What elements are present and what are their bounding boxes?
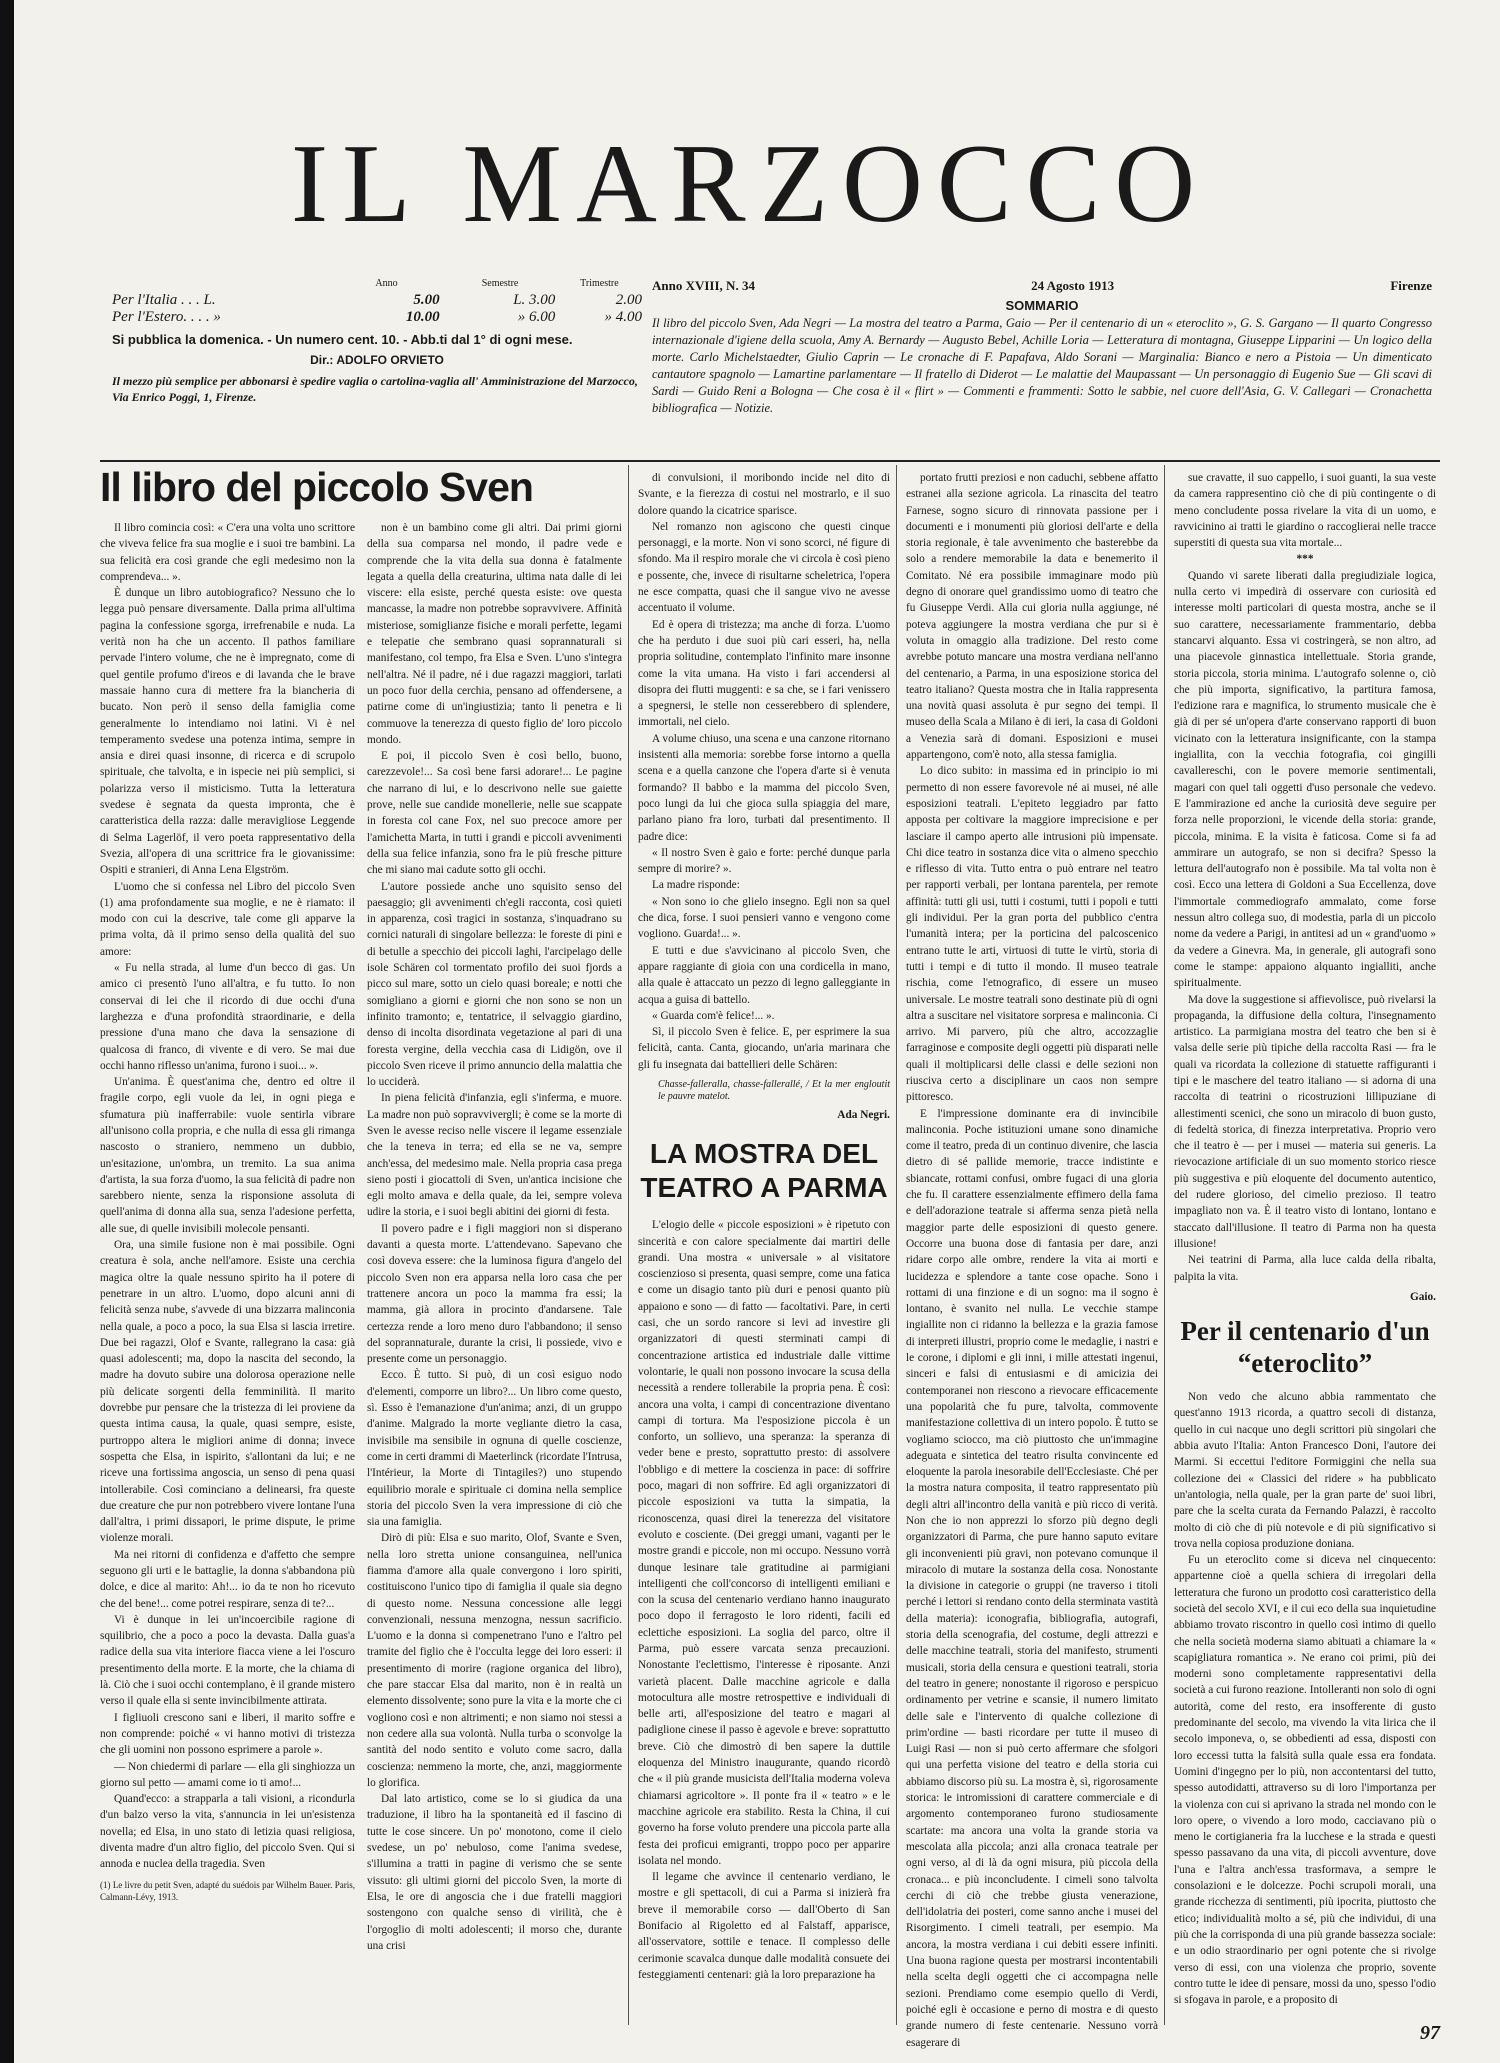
article1-title: Il libro del piccolo Sven (100, 464, 533, 510)
paragraph: Un'anima. È quest'anima che, dentro ed oltre il fragile corpo, egli vuole da lei, in ogni piega e sfumatura più inafferrabile: vuole sentirla vibrare all'unisono colla propria, e che nulla di essa gli rimanga nascosto o straniero, nemmeno un dubbio, un'esitazione, un'ombra, un tremito. La sua anima d'artista, la sua forza d'uomo, la sua felicità di padre non sarebbero niente, senza la risponsione assoluta di quell'anima di donna alla sua, senza l'adesione perfetta, alle sue, di quelle invisibili molecole pensanti. (100, 1076, 355, 1235)
paragraph: Sì, il piccolo Sven è felice. E, per esprimere la sua felicità, canta. Canta, giocando, un'aria marinara che gli fu insegnata dai battellieri delle Schären: (638, 1026, 890, 1071)
publication-note: Si pubblica la domenica. - Un numero cent. 10. - Abb.ti dal 1° di ogni mese. (112, 332, 573, 347)
header-left (112, 278, 642, 405)
price-label: Per l'Estero. . . . » (112, 309, 221, 325)
column-rule (896, 465, 897, 2025)
paragraph: Vi è dunque in lei un'incoercibile ragione di squilibrio, che a poco a poco la devasta. Dalla guas'a radice della sua vita interiore fiacca viene a lei l'oscuro presentimento della morte. E la morte, che la chiama di là. Ciò che i suoi occhi contemplano, è il grande mistero verso il quale ella si sente invincibilmente attirata. (100, 1613, 355, 1708)
paragraph: « Guarda com'è felice!... ». (652, 1009, 775, 1022)
paragraph: Il libro comincia così: « C'era una volta uno scrittore che viveva felice fra sua moglie e i suoi tre bambini. La sua felicità era così grande che egli medesimo non la comprendeva... ». (100, 522, 355, 583)
price-header-sem: Semestre (481, 278, 519, 289)
paragraph: A volume chiuso, una scena e una canzone ritornano insistenti alla memoria: sorebbe forse intorno a quella scena e a quella canzone che l'opera d'arte si è venuta formando? Il babbo e la mamma del piccolo Sven, poco lungi da lui che gioca sulla spiaggia del mare, parlano piano fra loro, turbati dal presentimento. Il padre dice: (638, 732, 890, 843)
paragraph: E poi, il piccolo Sven è così bello, buono, carezzevole!... Sa così bene farsi adorare!... Le pagine che narrano di lui, e lo descrivono nelle sue gaiette prove, nelle sue candide monellerie, nelle sue scappate in foresta col cane Fox, nel suo precoce amore per l'amichetta Marta, in tutti i grandi e piccoli avvenimenti della sua felice infanzia, sono fra le più fresche pitture che mi siano mai cadute sotto gli occhi. (367, 750, 622, 877)
paragraph: E l'impressione dominante era di invincibile malinconia. Poche istituzioni umane sono dinamiche come il teatro, preda di un continuo divenire, che lascia dietro di sé pallide memorie, tracce indistinte e sbiancate, rottami confusi, ombre fugaci di una gloria che fu. Il carattere essenzialmente effimero della fama e dell'adorazione teatrale si afferma senza pietà nella maggior parte delle esposizioni di questo genere. Occorre una buona dose di fantasia per dare, anzi ridare corpo alle ombre, rendere la vita ai morti e lucidezza e splendore a tante cose opache. Sono i rottami di una finzione e di un sogno: ma il sogno è lontano, è svanito nel nulla. Le vecchie stampe ingiallite non ci ridanno la bellezza e la grazia famose di interpreti illustri, proprio come le medaglie, i nastri e le corone, i diplomi e gli inni, i mille attestati ingenui, sinceri e falsi di entusiasmi e di amicizia dei contemporanei non riescono a rievocare efficacemente una popolarità che fu pure, talvolta, commovente manifestazione collettiva di un intero popolo. È tutto se vogliamo sciocco, ma ciò piuttosto che un'immagine adeguata e sintetica del teatro risulta convincente ed eloquente la parola inesorabile dell'Ecclesiaste. Ché per la mostra natura composita, il teatro rappresentato più degli altri all'incontro della vanità e più ricco di verità. Non che io non apprezzi lo sforzo più degno degli organizzatori di Parma, che pure hanno saputo evitare gli inconvenienti più gravi, non potevano comunque il miracolo di mutare la sostanza della cosa. Nonostante la divisione in categorie o gruppi (ne traverso i titoli perché i lettori si rendano conto della sterminata vastità della materia): iconografia, bibliografia, autografi, storia della scenografia, del costume, degli attrezzi e delle macchine teatrali, storia del manifesto, strumenti musicali, storia della censura e questioni teatrali, storia del teatro in genere; nonostante il rigoroso e perspicuo ordinamento per vetrine e scansie, il numero limitato delle sale e l'intervento di qualche collezione di prim'ordine — basti ricordare per tutte il museo di Luigi Rasi — non si può certo affermare che sfolgori qui una perfetta visione del teatro e della storia cui abbiamo discorso più su. La mostra è, sì, rigorosamente storica: le intromissioni di carattere commerciale e di argomento contemporaneo furono studiosamente scartate: ma ancora una volta la grande storia va mescolata alla piccola; anzi alla cronaca teatrale per ogni verso, al di là da ogni misura, più piccola della cronaca... e più inconcludente. I cimeli sono talvolta cerchi di ciò che trebbe giusta venerazione, dell'idolatria dei posteri, come sanno anche i musei del Risorgimento. I cimeli teatrali, per esempio. Ma ancora, la mostra verdiana i cui debiti essere infiniti. Una buona ragione questa per mostrarsi incontentabili nella scelta degli oggetti che ci accompagna nelle sezioni. Prendiamo come esempio quello di Verdi, poiché egli è occasione e perno di mostra e di questo grande numero di feste centenarie. Nessuno vorrà esagerare di (906, 1107, 1158, 2049)
paragraph: Quand'ecco: a strapparla a tali visioni, a ricondurla d'un balzo verso la vita, s'annuncia in lei un'esistenza novella; ed Elsa, in uno stato di letizia quasi religiosa, diventa madre d'un altro figlio, del piccolo Sven. Qui si annoda e nuclea della tragedia. Sven (100, 1793, 355, 1871)
paragraph: Dal lato artistico, come se lo si giudica da una traduzione, il libro ha la spontaneità ed il fascino di tutte le cose sincere. Un po' monotono, come il cielo svedese, un po' nebuloso, come l'anima svedese, s'illumina a tratti in pagine di verismo che se sente vissuto: gli ultimi giorni del piccolo Sven, la morte di Elsa, le ore di angoscia che i due fratelli maggiori sostengono con qualche senso di virilità, che è l'orgoglio di molti adolescenti; il morso che, durante una crisi (367, 1793, 622, 1952)
paragraph: E tutti e due s'avvicinano al piccolo Sven, che appare raggiante di gioia con una cordicella in mano, alla quale è attaccato un pezzo di legno galleggiante in acqua a guisa di battello. (638, 944, 890, 1006)
price-label: Per l'Italia . . . L. (112, 292, 216, 308)
column-rule (628, 465, 629, 2025)
paragraph: Ma nei ritorni di confidenza e d'affetto che sempre seguono gli urti e le battaglie, la donna s'abbandona più dolce, e dice al marito: Ah!... io da te non ho ricevuto che del bene!... come potrei respirare, senza di te?... (100, 1548, 355, 1610)
price-headers (112, 278, 642, 292)
paragraph: « Il nostro Sven è gaio e forte: perché dunque parla sempre di morire? ». (638, 846, 890, 876)
column-rule (1164, 465, 1165, 2025)
price-header-year: Anno (375, 278, 398, 289)
section-separator: *** (1296, 553, 1314, 566)
price-row-abroad (112, 309, 642, 326)
paragraph: di convulsioni, il moribondo incide nel dito di Svante, e la fierezza di costui nel mostrarlo, e il suo dolore quando la cicatrice sparisce. (638, 472, 890, 517)
paragraph: L'elogio delle « piccole esposizioni » è ripetuto con sincerità e con calore specialmente dai martiri delle grandi. Una mostra « universale » al visitatore coscienzioso si presenta, quasi sempre, come una fatica e come un disagio tanto più duri e penosi quanto più appaiono e sono — di fatto — facoltativi. Pare, in certi casi, che un sordo rancore si levi ad investire gli organizzatori di questi sterminati campi di concentrazione artistica ed industriale dalle vittime volontarie, le quali non possono invocare la scusa della necessità a rendere tollerabile la propria pena. È così: ancora una volta, i campi di concentrazione diventano campi di tortura. Ma l'esposizione piccola è un conforto, un sollievo, una speranza: la speranza di veder bene e presto, soprattutto presto: di assolvere l'obbligo e di mettere la coscienza in pace: di soffrire poco, magari di non soffrire. Ed agli organizzatori di piccole esposizioni va tutta la simpatia, la riconoscenza, quasi direi la tenerezza del visitatore evoluto e cosciente. (Dei greggi umani, vaganti per le mostre grandi e piccole, non mi occupo. Nessuno vorrà dunque lesinare tale gratitudine ai parmigiani intelligenti che coll'concorso di intelligenti emiliani e con la scusa del centenario verdiano hanno inaugurato poco dopo il ferragosto le loro ridenti, facili ed eclettiche esposizioni. La soglia del parco, oltre il Parma, può essere varcata senza precauzioni. Nonostante l'eclettismo, l'interesse è riposante. Anzi varietà placent. Dalle macchine agricole e dalla motocultura alle mostre retrospettive e individuali di belle arti, all'esposizione del teatro e magari al padiglione cinese il passo è agevole e breve: soprattutto breve. Ciò che dimostrò di ben sapere la duttile eloquenza del Ministro inaugurante, quando ricordò che « il più grande musicista dell'Italia moderna voleva chiamarsi agricoltore ». Il ponte fra il « teatro » e le macchine agricole era stabilito. Resta la China, il cui governo ha forse voluto prendere una piccola parte alla festa dei proficui emigranti, troppo poco per apparire isolata nel mondo. (638, 1219, 890, 1867)
paragraph: Ora, una simile fusione non è mai possibile. Ogni creatura è sola, anche nell'amore. Esiste una cerchia magica oltre la quale nessuno spirito ha il potere di penetrare in un altro. L'uomo, dopo alcuni anni di felicità senza nube, s'avvede di una bizzarra malinconia nella quale, a poco a poco, la sua Elsa si lascia irretire. Due bei ragazzi, Olof e Svante, rallegrano la casa: già quasi adolescenti; ma, dopo la nascita del secondo, la madre ha dovuto subire una dolorosa operazione nelle più delicate sorgenti della femminilità. Il marito dovrebbe pur pensare che la tristezza di lei proviene da questa intima causa, la quale, quasi sempre, esiste, purtroppo altera le migliori anime di donna; invece sospetta che Elsa, in ispirito, s'allontani da lui; e ne riceve una fortissima angoscia, un senso di pena quasi intollerabile. Così cominciano a delinearsi, fra queste due creature che pur non potrebbero vivere lontane l'una dall'altra, i primi dissapori, le prime dispute, le prime violenze morali. (100, 1239, 355, 1545)
article1-signature: Ada Negri. (837, 1108, 890, 1121)
paragraph: Nel romanzo non agiscono che questi cinque personaggi, e la morte. Non vi sono scorci, né figure di sfondo. Ma il respiro morale che vi circola è così pieno e possente, che, invece di risultarne scheletrica, l'opera ne esce compatta, quasi che il sangue vivo ne avesse accentuato il volume. (638, 520, 890, 615)
price-header-trim: Trimestre (580, 278, 619, 289)
issue-line (652, 278, 1432, 294)
paragraph: Ecco. È tutto. Si può, di un così esiguo nodo d'elementi, comporre un libro?... Un libro come questo, sì. Esso è l'emanazione d'un'anima; anzi, di un gruppo d'anime. Malgrado la morte vegliante dietro la casa, invisibile ma sensibile in ognuna di quelle coscienze, come in certi drammi di Maeterlinck (ricordate l'Intrusa, l'Intérieur, la Morte di Tintagiles?) uno stupendo equilibrio morale e spirituale ci domina nella semplice storia del piccolo Sven la vera impressione di ciò che sia una famiglia. (367, 1369, 622, 1529)
price-year: 10.00 (405, 309, 440, 325)
article2-title: LA MOSTRA DEL TEATRO A PARMA (640, 1138, 888, 1204)
masthead: IL MARZOCCO (290, 122, 1210, 246)
paragraph: Dirò di più: Elsa e suo marito, Olof, Svante e Sven, nella loro stretta unione consanguinea, nell'unica fiamma d'amore alla quale convergono i loro spiriti, costituiscono l'unico tipo di famiglia il quale sia degno di questo nome. Nessuna concessione alle leggi convenzionali, nessuna menzogna, nessun sacrificio. L'uomo e la donna si compenetrano l'uno e l'altro pel tramite del figlio che è l'occulta legge dei loro esseri: il presentimento di morire (ragione organica del libro), che pare staccar Elsa dal marito, non è in realtà un elemento dissolvente; sono pure la vita e la morte che ci vogliono così e non altrimenti; e non siamo noi stessi a non cedere alla sua volontà. Nulla turba o sconvolge la santità del nodo sentito e voluto come sacro, dalla coscienza: nemmeno la morte, che, anzi, maggiormente lo glorifica. (367, 1532, 622, 1789)
paragraph: Quando vi sarete liberati dalla pregiudiziale logica, nulla certo vi impedirà di osservare con curiosità ed interesse molti particolari di questa mostra, anche se il suo carattere, necessariamente frammentario, debba stancarvi alquanto. Essa vi costringerà, se non altro, ad una piacevole ginnastica intellettuale. Storia grande, storia piccola, storia minima. L'autografo solenne o, ciò che più importa, significativo, la partitura famosa, l'edizione rara e magnifica, lo strumento musicale che è già di per sé un'opera d'arte conservano rapporti di buon vicinato con la letteratura insignificante, con la stampa ingiallita, con la vecchia fotografia, coi gingilli cavallereschi, con le povere memorie sentimentali, magari con quel tali oggetti d'uso personale che vedevo. E l'ammirazione ed anche la curiosità deve seguire per forza nelle proporzioni, le vicende della storia: grande, piccola, minima. E la visita è faticosa. Come si fa ad ammirare un autografo, se non si decifra? Spesso la lettura dell'autografo non è possibile. Ma tal volta non è così. Ecco una lettera di Goldoni a Sua Eccellenza, dove l'immortale commediografo ammalato, come forse nessun altro collega suo, di modestia, parla di un piccolo nome da vedere a Parigi, in antitesi ad un « grand'uomo » da vedere a Ginevra. Ma, in generale, gli autografi sono come le stampe: appaiono alquanto ingialliti, anche spiritualmente. (1174, 569, 1436, 990)
paragraph: « Fu nella strada, al lume d'un becco di gas. Un amico ci presentò l'uno all'altra, e fu tutto. Io non conservai di lei che il ricordo di due occhi d'una larghezza e d'una profondità straordinarie, e della pressione d'una mano che dava la sensazione di qualcosa di franco, di vivente e di vero. Se mai due occhi hanno riflesso un'anima, furono i suoi... ». (100, 962, 355, 1072)
paragraph: I figliuoli crescono sani e liberi, il marito soffre e non comprende: poiché « vi hanno motivi di tristezza che gli uomini non possono esprimere a parole ». (100, 1711, 355, 1757)
paragraph: Il legame che avvince il centenario verdiano, le mostre e gli spettacoli, di cui a Parma si inizierà fra breve il memorabile corso — dall'Oberto di San Bonifacio al Rigoletto ed al Falstaff, apparisce, all'osservatore, sottile e tenace. Il complesso delle cerimonie scavalca dunque dalle modalità consuete dei festeggiamenti centenari: già la loro preparazione ha (638, 1871, 890, 1981)
paragraph: L'autore possiede anche uno squisito senso del paesaggio; gli avvenimenti ch'egli racconta, così quieti in apparenza, così tragici in sostanza, s'inquadrano su cornici naturali di singolare bellezza: le foreste di pini e di betulle a specchio dei piccoli laghi, l'arcipelago delle isole Schären col tormentato profilo dei suoi fjords a picco sul mare, sotto un cielo quasi boreale; e notti che somigliano a giorni e giorni che non sono se non un infinito tramonto; e, tentatrice, il selvaggio giardino, denso di incolta disordinata vegetazione al pari di una foresta vergine, della vecchia casa di Lidigön, ove il piccolo Sven riceve il primo annuncio della malattia che lo ucciderà. (367, 880, 622, 1089)
article2-signature: Gaio. (1409, 1290, 1436, 1303)
paragraph: portato frutti preziosi e non caduchi, sebbene affatto estranei alla sezione agricola. La rinascita del teatro Farnese, sogno sicuro di rinnovata passione per i documenti e i monumenti più gloriosi dell'arte e della storia regionale, è tale avvenimento che basterebbe da solo a rendere memorabile la data e benemerito il Comitato. Né era possibile immaginare modo più degno di onorare quel grandissimo uomo di teatro che fu Giuseppe Verdi. Alla cui gloria nulla aggiunge, né poteva aggiungere la mostra verdiana che pur si è voluta in omaggio alla tradizione. Del resto come avrebbe potuto mancare una mostra verdiana nell'anno del centenario, a Parma, in una esposizione storica del teatro italiano? Questa mostra che in Italia rappresenta una novità quasi assoluta è pur segno dei tempi. Il museo della Scala a Milano è di ieri, la casa di Goldoni a Venezia sarà di domani. Esposizioni e musei appartengono, com'è noto, alla stessa famiglia. (906, 472, 1158, 762)
article1-col1 (100, 520, 355, 1903)
article1-header (100, 465, 620, 517)
director: Dir.: ADOLFO ORVIETO (310, 353, 444, 367)
column-4 (906, 470, 1158, 2051)
summary-text: Il libro del piccolo Sven, Ada Negri — La mostra del teatro a Parma, Gaio — Per il centenario di un « eteroclito », G. S. Gargano — Il quarto Congresso internazionale d'igiene della scuola, Amy A. Bernardy — Augusto Bebel, Achille Loria — Letteratura di montagna, Giuseppe Lipparini — Un logico della morte. Carlo Michelstaedter, Giulio Caprin — Le cronache di F. Papafava, Aldo Sorani — Marginalia: Bianco e nero a Pistoia — Un dimenticato cantautore spagnolo — Lamartine parlamentare — Il fratello di Diderot — Le malattie del Maupassant — Un personaggio di Eugenio Sue — Gli scavi di Sardi — Guido Reni a Bologna — Che cosa è il « flirt » — Commenti e frammenti: Sotto le sabbie, nel cuore dell'Asia, G. V. Callegari — Cronachetta bibliografica — Notizie. (652, 316, 1432, 415)
column-5 (1174, 470, 1436, 2008)
paragraph: « Non sono io che glielo insegno. Egli non sa quel che dica, forse. I suoi pensieri vanno e vengono come vogliono. Guarda!... ». (638, 895, 890, 941)
article1-col2 (367, 520, 622, 1954)
article3-title: Per il centenario d'un “eteroclito” (1180, 1316, 1430, 1379)
price-trim: 2.00 (615, 292, 643, 308)
paragraph: Lo dico subito: in massima ed in principio io mi permetto di non essere favorevole né ai musei, né alle esposizioni teatrali. L'epiteto leggiadro par fatto apposta per coltivare la maggiore imprecisione e per lasciare il campo aperto alle intrusioni più impensate. Chi dice teatro in sostanza dice vita o almeno specchio e riflesso di vita. Tutto entra o può entrare nel teatro per rapporti verbali, per lontana parentela, per remote affinità: tutti gli usi, tutti i costumi, tutti i popoli e tutti gli individui. Per la gran porta del pubblico c'entra l'umanità intera; per la porticina del palcoscenico entrano tutte le arti, virtuosi di tutte le virtù, storia di tutti i tempi e di tutto il mondo. Il museo teatrale rischia, come l'etnografico, di essere un museo universale. Le mostre teatrali sono destinate più di ogni altra a suscitare nel visitatore sorpresa e malinconia. Ci arrivo. Mi parvero, più che altro, accozzaglie farraginose e composite degli oggetti più disparati nelle quali il moltiplicarsi delle classi e delle sezioni non riusciva certo a disciplinare un caos non sempre pittoresco. (906, 765, 1158, 1104)
price-sem: L. 3.00 (513, 292, 556, 308)
paragraph: Ed è opera di tristezza; ma anche di forza. L'uomo che ha perduto i due suoi più cari esseri, ha, nella propria solitudine, contemplato l'infinito mare insonne come la vita umana. Ha visto i fari accendersi al disopra dei flutti muggenti: e sa che, se i fari venissero a spegnersi, le stelle non cesserebbero di splendere, immortali, nel cielo. (638, 618, 890, 729)
paragraph: Nei teatrini di Parma, alla luce calda della ribalta, palpita la vita. (1174, 1254, 1436, 1283)
paragraph: — Non chiedermi di parlare — ella gli singhiozza un giorno sul petto — amami come io ti amo!... (100, 1760, 355, 1789)
price-year: 5.00 (413, 292, 440, 308)
song-verse: Chasse-falleralla, chasse-fallerallé, / Et la mer engloutit le pauvre matelot. (658, 1078, 890, 1102)
paragraph: Non vedo che alcuno abbia rammentato che quest'anno 1913 ricorda, a quattro secoli di distanza, quello in cui nacque uno degli scrittori più singolari che abbia avuto l'Italia: Anton Francesco Doni, l'autore dei Marmi. Si eccettui l'editore Formiggini che nella sua collezione dei « Classici del ridere » ha pubblicato un'antologia, nella quale, per la gran parte de' suoi libri, pare che la scelta curata da Fernando Palazzi, è raccolto molto di ciò che di più notevole e di più significativo si trova nella copiosa produzione doniana. (1174, 1391, 1436, 1550)
column-3 (638, 470, 890, 1983)
header-right (652, 278, 1432, 417)
subscription-note: Il mezzo più semplice per abbonarsi è spedire vaglia o cartolina-vaglia all' Amministrazione del Marzocco, Via Enrico Poggi, 1, Firenze. (112, 374, 638, 404)
paragraph: Fu un eteroclito come si diceva nel cinquecento: appartenne cioè a quella schiera di irregolari della letteratura che furono un prodotto così caratteristico della società del secolo XVI, e il cui eco della sua inquietudine abbiamo trovato riscontro in quello così intimo di quello che nella società moderna siamo abituati a chiamare la « scapigliatura romantica ». Ne erano coi primi, più dei moderni sono completamente rappresentativi della società a cui furono reazione. Intolleranti non solo di ogni autorità, come del resto, era insofferente di gusto predominante del secolo, ma vivendo la vita lirica che il secolo imponeva, o, se obbedienti ad essa, disposti con loro eccessi tutta la falsità sulla quale essa era fondata. Uomini d'ingegno per lo più, non accontentarsi del tutto, spesso autodidatti, attraverso su di loro l'importanza per la violenza con cui si aprivano la strada nel mondo con le loro opere, o vivendo a loro modo, cacciavano più o meno le cortigianeria fra la lucchese e la strada e questi spesso passavano da una vita, di piccoli avventure, dove l'una e l'altra anch'essa trasformava, a sempre le consolazioni e le dolcezze. Pochi scrupoli morali, una grande ricchezza di sentimenti, più ipocrita, piuttosto che etico; individualità molto a sé, più che individui, di una più che la corrisponda di una più grande bassezza sociale: e un odio straordinario per ogni potente che si rivolge verso di essi, con una violenza che proprio, sovente contro tutte le idee di pensare, mossi da uno, spesso l'odio si sfogava in parole, e a proposito di (1174, 1554, 1436, 2007)
paragraph: Il povero padre e i figli maggiori non si disperano davanti a questa morte. L'attendevano. Sapevano che così doveva essere: che la luminosa figura d'angelo del piccolo Sven non era apparsa nella loro casa che per trattenere ancora un poco la mamma fra essi; la mamma, già allora in procinto d'andarsene. Tale certezza rende a loro meno duro l'abbandono; il senso del soprannaturale, durante la crisi, li possiede, vivo e presente come un personaggio. (367, 1222, 622, 1366)
issue-number: Anno XVIII, N. 34 (652, 278, 755, 293)
page-number: 97 (1420, 2022, 1440, 2044)
paragraph: non è un bambino come gli altri. Dai primi giorni della sua comparsa nel mondo, il padre vede e comprende che la vita della sua donna è fatalmente legata a quella della creaturina, ultima nata dalle di lei viscere: ella esiste, perché questa esiste: ove questa mancasse, la madre non potrebbe sopravvivere. Affinità misteriose, somiglianze fisiche e morali perfette, legami e telepatie che sembrano quasi soprannaturali si manifestano, col tempo, fra Elsa e Sven. L'uno s'integra nell'altra. Né il padre, né i due ragazzi maggiori, tarlati un poco fuor della cerchia, pensano ad offendersene, a patirne come di un'ingiustizia; tanto li penetra e li commuove la tenerezza di questo figlio de' loro piccolo mondo. (367, 522, 622, 746)
issue-city: Firenze (1390, 278, 1432, 293)
paragraph: La madre risponde: (652, 879, 740, 892)
price-row-italy (112, 292, 642, 309)
footnote: (1) Le livre du petit Sven, adapté du suédois par Wilhelm Bauer. Paris, Calmann-Lévy, 1913. (100, 1879, 355, 1902)
price-sem: » 6.00 (517, 309, 556, 325)
paragraph: sue cravatte, il suo cappello, i suoi guanti, la sua veste da camera rappresentino ciò che di più contingente o di meno concludente possa rivelare la vita di un uomo, e ravvicinino ai tratti le giardino o raccoglierai nelle tracce superstiti di questa sua vita mortale... (1174, 472, 1436, 550)
paragraph: Ma dove la suggestione si affievolisce, può rivelarsi la propaganda, la diffusione della coltura, l'insegnamento artistico. La parmigiana mostra del teatro che ben si è valsa delle serie più tipiche della raccolta Rasi — fra le quali va ricordata la collezione di statuette raffiguranti i tipi e le maschere del teatro italiano — si adorna di una raccolta di teatrini o ricostruzioni lillipuziane di allestimenti scenici, che sono un miracolo di buon gusto, di fedeltà storica, di finezza interpretativa. Proprio vero che il teatro è — per i musei — materia sui generis. La rievocazione artificiale di un suo momento storico riesce più suggestiva e più eloquente del documento autentico, del rudere glorioso, del cimelio prezioso. Il teatro impagliato non va. È il teatro visto di lontano, lontano e staccato dall'illusione. Il teatro di Parma non ha questa illusione! (1174, 993, 1436, 1250)
issue-date: 24 Agosto 1913 (1031, 278, 1115, 293)
binding-edge (0, 0, 14, 2063)
summary-title: SOMMARIO (1005, 298, 1079, 313)
paragraph: L'uomo che si confessa nel Libro del piccolo Sven (1) ama profondamente sua moglie, e ne è riamato: il modo con cui la descrive, tale come gli apparve la prima volta, dà il primo senso della qualità del suo amore: (100, 880, 355, 958)
header-rule (100, 460, 1440, 462)
paragraph: È dunque un libro autobiografico? Nessuno che lo legga può pensare diversamente. Dalla prima all'ultima pagina la confessione sgorga, irrefrenabile e nuda. La verità non ha che un accento. Il pathos familiare pervade l'intero volume, che ne è impregnato, come di quel gentile profumo d'ireos e di lavanda che le brave massaie hanno cura di mettere fra la biancheria di bucato. Non però il senso della famiglia come generalmente lo intendiamo noi latini. Vi è nel temperamento svedese una potenza intima, sempre in ansia e direi quasi insonne, di ricerca e di scrupolo spirituale, che talvolta, e in ispecie nei più semplici, si polarizza verso il misticismo. Tutta la letteratura svedese è segnata da questa impronta, che è caratteristica della razza: dalle meravigliose Leggende di Selma Lagerlöf, il vero poeta rappresentativo della Svezia, all'opera di una scrittrice fra le giovanissime: Ospiti e stranieri, di Anna Lena Elgström. (100, 587, 355, 877)
paragraph: In piena felicità d'infanzia, egli s'inferma, e muore. La madre non può sopravvivergli; è come se la morte di Sven le avesse reciso nelle viscere il legame essenziale che la teneva in terra; ed ella se ne va, sempre anch'essa, del medesimo male. Nella propria casa prega sieno posti i giocattoli di Sven, un'antica incisione che egli molto amava e della quale, da lei, sempre voleva udire la storia, e i suoi begli abitini dei giorni di festa. (367, 1092, 622, 1219)
price-trim: » 4.00 (604, 309, 643, 325)
